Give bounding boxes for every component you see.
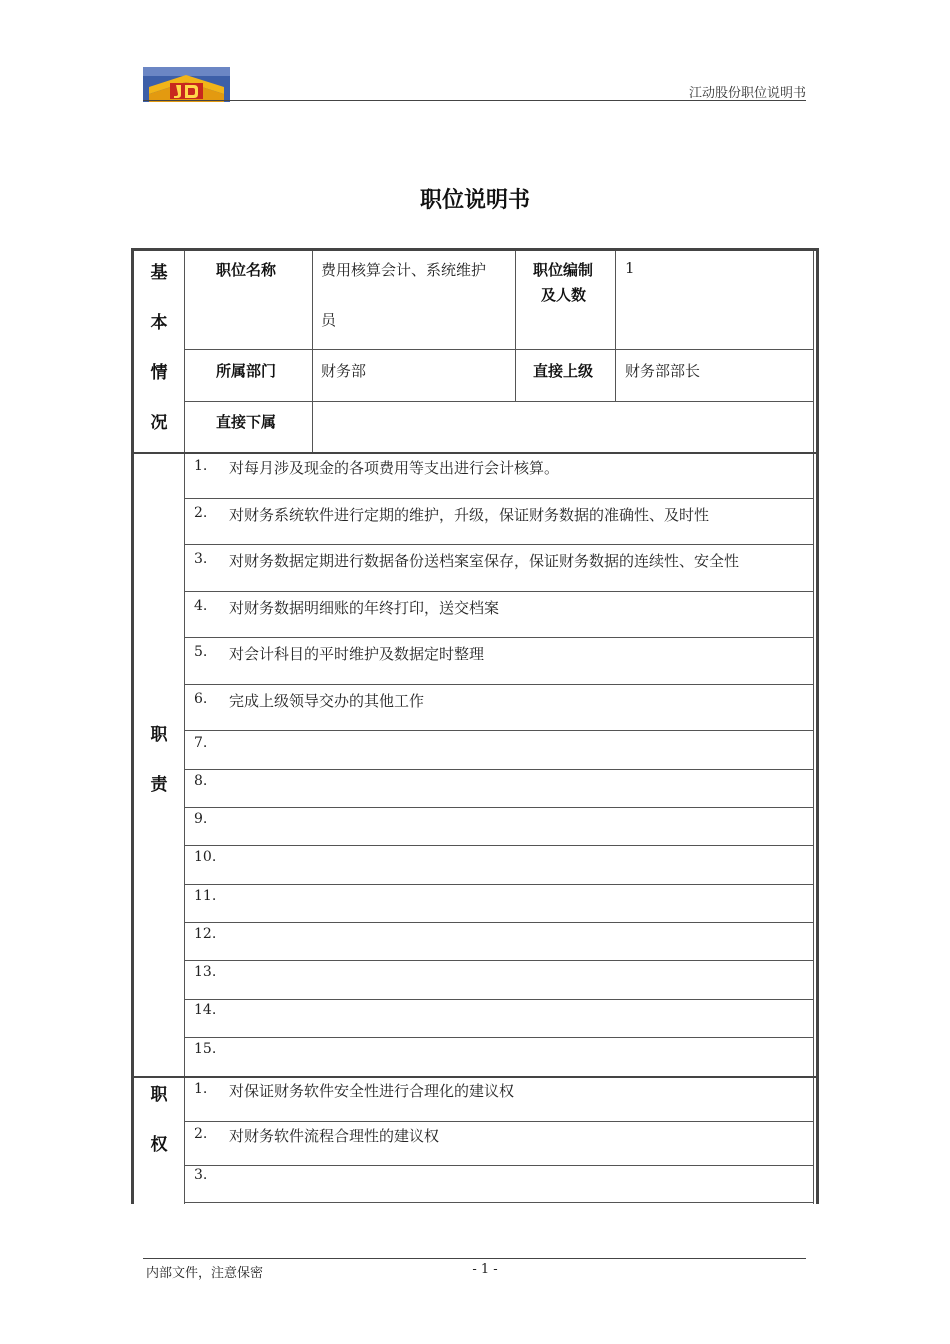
headcount-label: 职位编制	[533, 261, 594, 279]
footer-confidential-note: 内部文件，注意保密	[146, 1266, 264, 1281]
duty-text: 对财务数据明细账的年终打印，送交档案	[229, 599, 500, 617]
department-value: 财务部	[321, 362, 367, 380]
row-divider	[184, 769, 814, 770]
section-column-divider	[184, 251, 185, 1204]
row-divider	[184, 922, 814, 923]
row-divider	[184, 591, 814, 592]
section-label-basic-char: 况	[150, 413, 168, 433]
row-divider	[184, 845, 814, 846]
row-divider	[184, 1121, 814, 1122]
position-name-value-cont: 员	[321, 311, 337, 329]
page-title: 职位说明书	[419, 188, 530, 213]
section-label-basic-char: 本	[150, 313, 168, 333]
duty-number: 5.	[194, 644, 208, 660]
duty-number: 13.	[194, 964, 217, 980]
section-label-authority-char: 权	[150, 1135, 168, 1155]
row-divider	[184, 730, 814, 731]
page-number: - 1 -	[472, 1262, 498, 1277]
basic-col-divider-2	[515, 251, 516, 402]
headcount-label-cont: 及人数	[541, 286, 587, 304]
section-label-duties-char: 职	[150, 725, 168, 745]
duty-number: 12.	[194, 926, 217, 942]
duty-number: 4.	[194, 598, 208, 614]
row-divider	[184, 999, 814, 1000]
duty-text: 对财务数据定期进行数据备份送档案室保存，保证财务数据的连续性、安全性	[229, 552, 740, 570]
duty-text: 对财务系统软件进行定期的维护，升级，保证财务数据的准确性、及时性	[229, 506, 710, 524]
position-name-label: 职位名称	[216, 261, 277, 279]
authority-number: 3.	[194, 1167, 208, 1183]
row-divider	[184, 684, 814, 685]
department-label: 所属部门	[216, 362, 277, 380]
row-divider	[184, 349, 814, 350]
duty-number: 6.	[194, 691, 208, 707]
supervisor-value: 财务部部长	[625, 362, 701, 380]
authority-number: 1.	[194, 1081, 208, 1097]
subordinate-label: 直接下属	[216, 413, 277, 431]
duty-number: 7.	[194, 735, 208, 751]
company-logo	[143, 67, 230, 102]
authority-text: 对财务软件流程合理性的建议权	[229, 1127, 440, 1145]
authority-text: 对保证财务软件安全性进行合理化的建议权	[229, 1082, 515, 1100]
section-label-basic-char: 基	[150, 263, 168, 283]
duty-text: 对每月涉及现金的各项费用等支出进行会计核算。	[229, 459, 560, 477]
authority-number: 2.	[194, 1126, 208, 1142]
row-divider	[184, 884, 814, 885]
row-divider	[184, 1165, 814, 1166]
row-divider	[184, 498, 814, 499]
duty-number: 1.	[194, 458, 208, 474]
table-frame	[131, 248, 819, 1204]
header-document-name: 江动股份职位说明书	[688, 86, 806, 101]
header-divider	[143, 100, 806, 101]
row-divider	[184, 1202, 814, 1203]
section-label-basic-char: 情	[150, 363, 168, 383]
row-divider	[184, 807, 814, 808]
footer-divider	[143, 1258, 806, 1259]
duty-number: 3.	[194, 551, 208, 567]
section-label-authority-char: 职	[150, 1085, 168, 1105]
basic-col-divider-1	[312, 251, 313, 453]
section-label-duties-char: 责	[150, 775, 168, 795]
duty-text: 对会计科目的平时维护及数据定时整理	[229, 645, 485, 663]
row-divider	[184, 637, 814, 638]
position-name-value: 费用核算会计、系统维护	[321, 261, 487, 279]
basic-col-divider-3	[615, 251, 616, 402]
duty-number: 2.	[194, 505, 208, 521]
duty-number: 8.	[194, 773, 208, 789]
section-divider	[133, 452, 816, 454]
row-divider	[184, 1037, 814, 1038]
row-divider	[184, 401, 814, 402]
inner-right-border	[813, 251, 814, 1204]
supervisor-label: 直接上级	[533, 362, 594, 380]
row-divider	[184, 544, 814, 545]
duty-number: 14.	[194, 1002, 217, 1018]
headcount-value: 1	[625, 259, 635, 277]
duty-number: 11.	[194, 888, 217, 904]
duty-number: 15.	[194, 1041, 217, 1057]
duty-number: 9.	[194, 811, 208, 827]
duty-number: 10.	[194, 849, 217, 865]
duty-text: 完成上级领导交办的其他工作	[229, 692, 425, 710]
row-divider	[184, 960, 814, 961]
section-divider	[133, 1076, 816, 1078]
